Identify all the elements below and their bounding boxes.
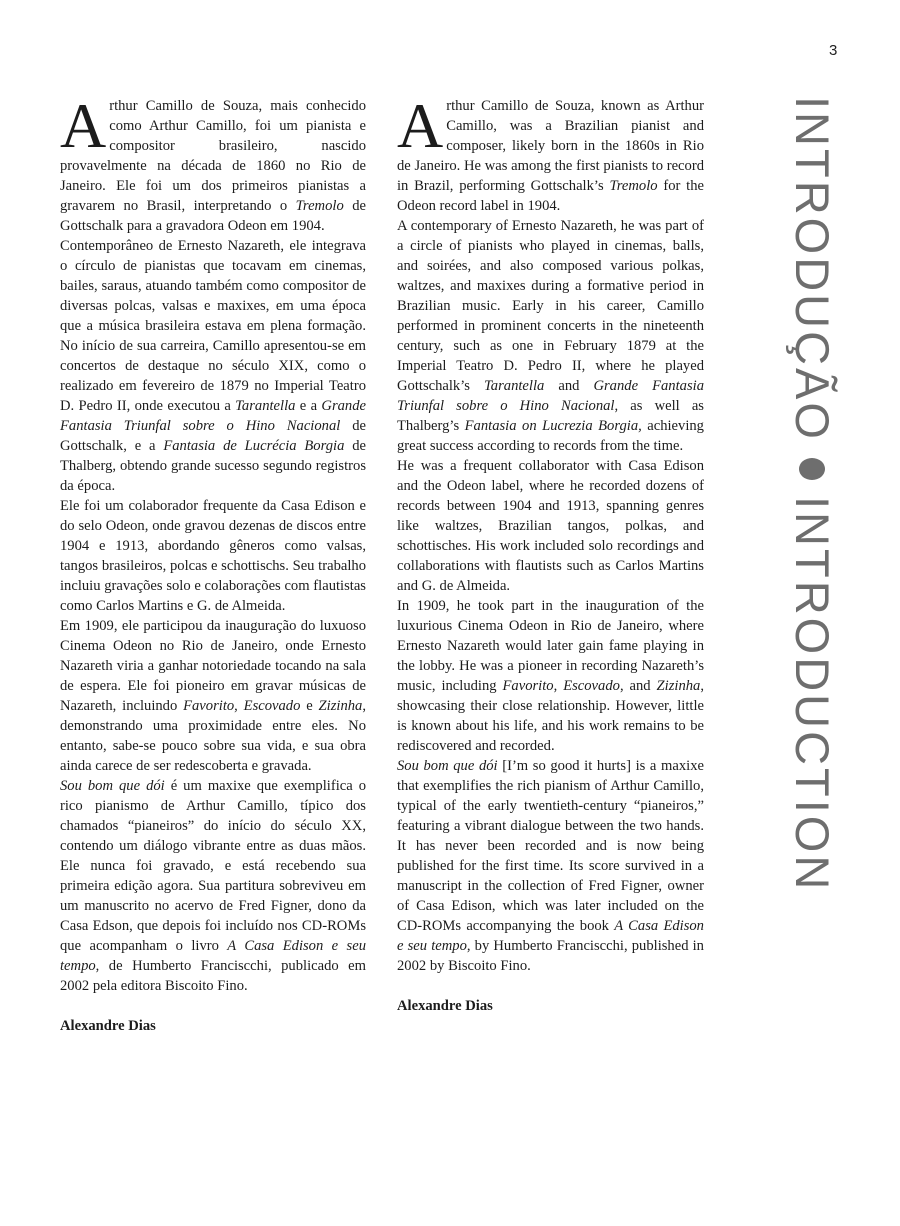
en-paragraph-5: [397, 756, 704, 976]
work-title: Grande Fantasia Triunfal sobre o Hino Nacional: [60, 398, 366, 434]
vertical-section-title: [782, 96, 842, 892]
title-english: INTRODUCTION: [786, 495, 839, 892]
text: , and: [619, 678, 657, 694]
text: é um maxixe que exemplifica o rico pianismo de Arthur Camillo, típico dos chamados “pianeiros” do início do século XX, contendo um diálogo vibrante entre as duas mãos. Ele nunca foi gravado, e está recebendo sua primeira edição agora. Sua partitura sobreviveu em um manuscrito no acervo de Fred Figner, dono da Casa Edson, que depois foi incluído nos CD-ROMs que acompanham o livro: [60, 778, 366, 954]
work-title: Zizinha: [656, 678, 701, 694]
text: de Thalberg, obtendo grande sucesso segundo registros da época.: [60, 438, 366, 494]
text: ,: [553, 678, 564, 694]
text: , de Humberto Franciscchi, publicado em 2002 pela editora Biscoito Fino.: [60, 958, 366, 994]
en-author: Alexandre Dias: [397, 998, 493, 1014]
work-title: Tremolo: [295, 198, 344, 214]
en-paragraph-3: He was a frequent collaborator with Casa Edison and the Odeon label, where he recorded dozens of records between 1904 and 1913, spanning genres like waltzes, Brazilian tangos, polkas, and schottisches. His work included solo recordings and collaborations with flautists such as Carlos Martins and G. de Almeida.: [397, 458, 704, 594]
work-title: Grande Fantasia Triunfal sobre o Hino Nacional: [397, 378, 704, 414]
drop-cap: A: [60, 90, 107, 161]
text: , showcasing their close relationship. However, little is known about his life, and his work remains to be rediscovered and recorded.: [397, 678, 704, 754]
text: e: [300, 698, 319, 714]
work-title: Escovado: [563, 678, 620, 694]
work-title: Favorito: [183, 698, 235, 714]
text: , as well as Thalberg’s: [397, 398, 704, 434]
work-title: Fantasia de Lucrécia Borgia: [163, 438, 345, 454]
text: , by Humberto Franciscchi, published in 2002 by Biscoito Fino.: [397, 938, 704, 974]
text: achieving great success according to records from the time.: [397, 418, 704, 454]
pt-paragraph-1: [60, 90, 366, 236]
portuguese-column: [60, 90, 366, 1036]
text: , demonstrando uma proximidade entre eles. No entanto, sabe-se pouco sobre sua vida, e sua obra ainda carece de ser redescoberta e gravada.: [60, 698, 366, 774]
work-title: Zizinha: [318, 698, 363, 714]
text: de Gottschalk, e a: [60, 418, 366, 454]
book-title: A Casa Edison e seu tempo: [397, 918, 704, 954]
bullet-dot-icon: [799, 458, 825, 480]
work-title: Escovado: [243, 698, 301, 714]
pt-paragraph-3: Ele foi um colaborador frequente da Casa Edison e do selo Odeon, onde gravou dezenas de discos entre 1904 e 1913, abordando gêneros como valsas, tangos brasileiros, polcas e schottischs. Seu trabalho incluiu gravações solo e colaborações com flautistas como Carlos Martins e G. de Almeida.: [60, 498, 366, 614]
work-title: Sou bom que dói: [60, 778, 165, 794]
work-title: Tremolo: [609, 178, 658, 194]
en-paragraph-4: [397, 596, 704, 756]
text: Contemporâneo de Ernesto Nazareth, ele integrava o círculo de pianistas que tocavam em cinemas, bailes, saraus, atuando também como compositor de diversas polcas, valsas e maxixes, em uma época que a música brasileira estava em plena formação. No início de sua carreira, Camillo apresentou-se em concertos de destaque no século XIX, como o realizado em fevereiro de 1879 no Imperial Teatro D. Pedro II, onde executou a: [60, 238, 366, 414]
text: In 1909, he took part in the inauguration of the luxurious Cinema Odeon in Rio de Janeiro, where Ernesto Nazareth would later gain fame playing in the lobby. He was a pioneer in recording Nazareth’s music, including: [397, 598, 704, 694]
pt-paragraph-4: [60, 616, 366, 776]
drop-cap: A: [397, 90, 444, 161]
text: ,: [234, 698, 244, 714]
text: and: [544, 378, 594, 394]
work-title: Tarantella: [484, 378, 545, 394]
pt-author: Alexandre Dias: [60, 1018, 156, 1034]
pt-paragraph-2: [60, 236, 366, 496]
work-title: Tarantella: [235, 398, 296, 414]
en-paragraph-2: [397, 216, 704, 456]
text: rthur Camillo de Souza, mais conhecido como Arthur Camillo, foi um pianista e compositor brasileiro, nascido provavelmente na década de 1860 no Rio de Janeiro. Ele foi um dos primeiros pianistas a gravarem no Brasil, interpretando o: [60, 98, 366, 214]
text: A contemporary of Ernesto Nazareth, he was part of a circle of pianists who played in cinemas, balls, and soirées, and also composed various polkas, waltzes, and maxixes during a formative period in Brazilian music. Early in his career, Camillo performed in prominent concerts in the nineteenth century, such as one in February 1879 at the Imperial Teatro D. Pedro II, where he played Gottschalk’s: [397, 218, 704, 394]
pt-paragraph-5: [60, 776, 366, 996]
work-title: Fantasia on Lucrezia Borgia,: [464, 418, 642, 434]
text: [I’m so good it hurts] is a maxixe that exemplifies the rich pianism of Arthur Camillo, typical of the early twentieth-century “pianeiros,” featuring a vibrant dialogue between the two hands. It has never been recorded and is now being published for the first time. Its score survived in a manuscript in the collection of Fred Figner, owner of Casa Edison, which was later included on the CD-ROMs accompanying the book: [397, 758, 704, 934]
work-title: Sou bom que dói: [397, 758, 498, 774]
book-title: A Casa Edison e seu tempo: [60, 938, 366, 974]
text: Em 1909, ele participou da inauguração do luxuoso Cinema Odeon no Rio de Janeiro, onde Ernesto Nazareth viria a ganhar notoriedade tocando na sala de espera. Ele foi pioneiro em gravar músicas de Nazareth, incluindo: [60, 618, 366, 714]
text: e a: [295, 398, 322, 414]
text: rthur Camillo de Souza, known as Arthur Camillo, was a Brazilian pianist and composer, likely born in the 1860s in Rio de Janeiro. He was among the first pianists to record in Brazil, performing Gottschalk’s: [397, 98, 704, 194]
page-number: 3: [829, 42, 838, 59]
english-column: [397, 90, 704, 1016]
text: for the Odeon record label in 1904.: [397, 178, 704, 214]
work-title: Favorito: [502, 678, 554, 694]
en-paragraph-1: [397, 90, 704, 216]
title-portuguese: INTRODUÇÃO: [786, 96, 839, 442]
text: de Gottschalk para a gravadora Odeon em 1904.: [60, 198, 366, 234]
